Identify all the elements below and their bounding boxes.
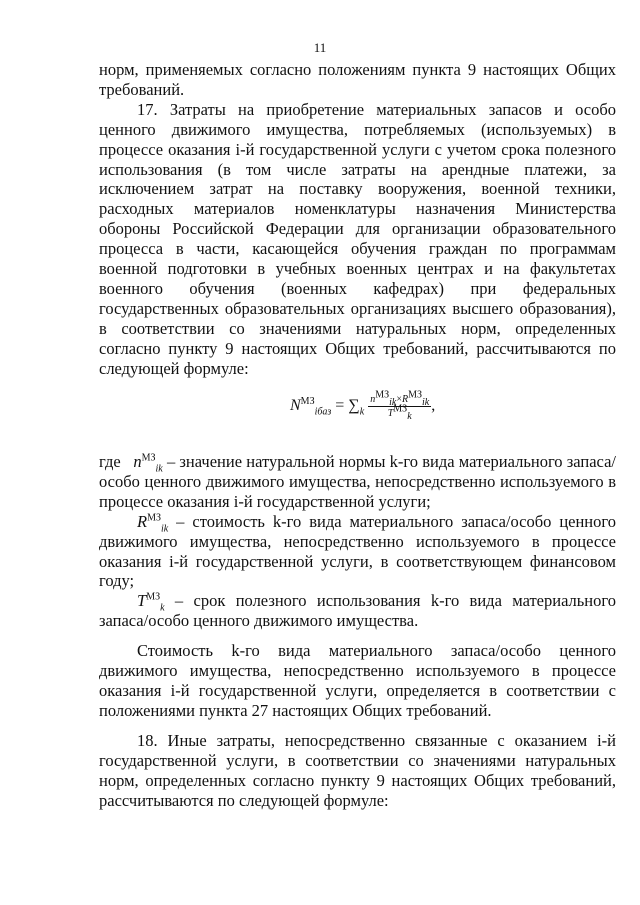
paragraph-continuation: норм, применяемых согласно положениям пункта 9 настоящих Общих требований.	[99, 60, 616, 99]
page-number: 11	[313, 40, 327, 55]
definition-r: $R^{МЗ}_{ik}$ – стоимость k-го вида материального запаса/особо ценного движимого имущества, непосредственно используемого в процессе оказания i-й государственной услуги, в соответствующем финансовом году;	[99, 511, 616, 591]
paragraph-17: 17. Затраты на приобретение материальных запасов и особо ценного движимого имущества, потребляемых (используемых) в процессе оказания i-й государственной услуги с учетом срока полезного использования (в том числе затраты на арендные платежи, за исключением затрат на поставку вооружения, военной техники, расходных материалов номенклатуры назначения Министерства обороны Российской Федерации для организации образовательного процесса в части, касающейся обучения граждан по программам военной подготовки в учебных военных центрах и на факультетах военного обучения (военных кафедрах) при федеральных государственных образовательных организациях высшего образования), в соответствии со значениями натуральных норм, определенных согласно пункту 9 настоящих Общих требований, рассчитываются по следующей формуле:	[99, 99, 616, 378]
definition-t: $T^{МЗ}_k$ – срок полезного использования k-го вида материального запаса/особо ценного движимого имущества.	[99, 591, 616, 631]
formula-materials: $N^{МЗ}_{iбаз} = \sum_k$ $\frac{n^{МЗ}_{ik}\times R^{МЗ}_{ik}}{T^{МЗ}_k}$ ,	[290, 389, 436, 422]
fraction-numerator: $n^{МЗ}_{ik}\times R^{МЗ}_{ik}$	[370, 389, 430, 408]
paragraph-18: 18. Иные затраты, непосредственно связанные с оказанием i-й государственной услуги, в соответствии со значениями натуральных норм, определенных согласно пункту 9 настоящих Общих требований, рассчитываются по следующей формуле:	[99, 730, 616, 810]
formula-lhs: N	[290, 397, 301, 415]
formula-fraction	[368, 389, 431, 422]
definition-n: где $n^{МЗ}_{ik}$ – значение натуральной нормы k-го вида материального запаса/особо ценного движимого имущества, непосредственно используемого в процессе оказания i-й государственной услуги;	[99, 452, 616, 511]
fraction-denominator: $T^{МЗ}_k$	[387, 403, 412, 422]
text-block-top	[99, 60, 616, 379]
sum-sign: ∑	[348, 397, 360, 415]
text-block-definitions	[99, 452, 616, 810]
paragraph-cost: Стоимость k-го вида материального запаса/особо ценного движимого имущества, непосредственно используемого в процессе оказания i-й государственной услуги, определяется в соответствии с положениями пункта 27 настоящих Общих требований.	[99, 641, 616, 720]
